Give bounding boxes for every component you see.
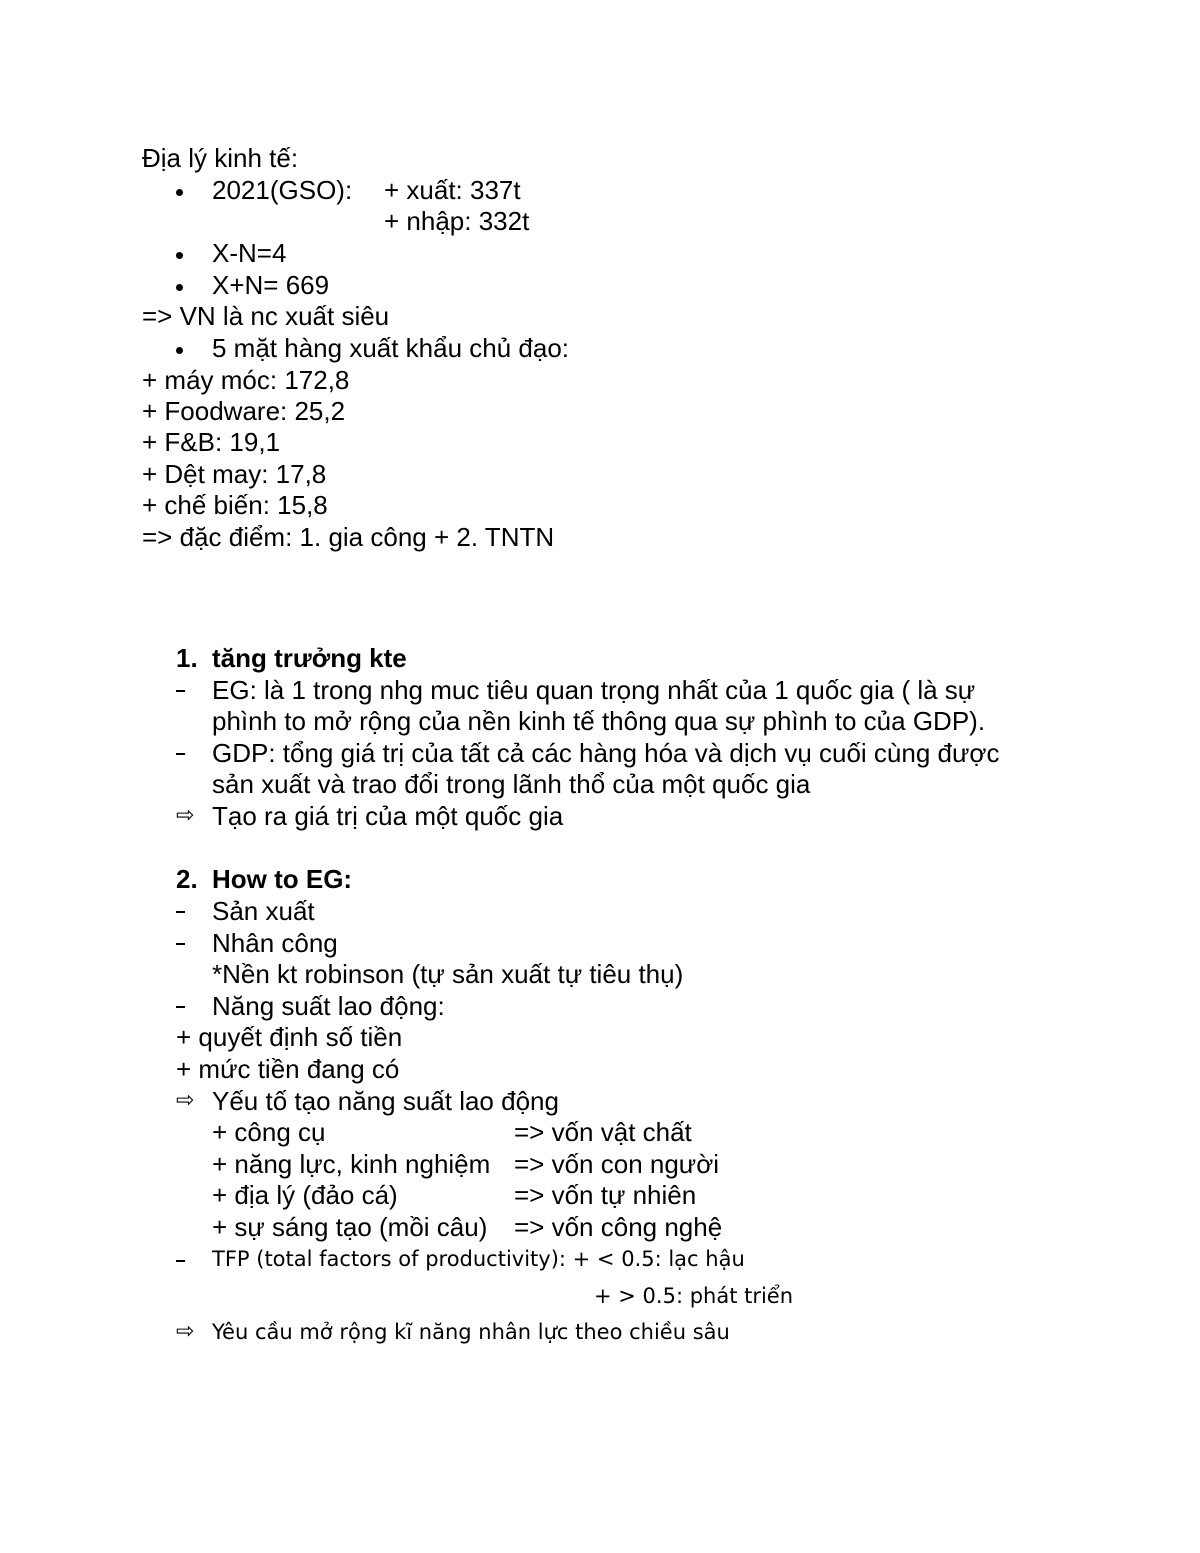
plus-item: + quyết định số tiền: [176, 1022, 403, 1052]
export-item: + Dệt may: 17,8: [142, 459, 327, 489]
tfp-line: TFP (total factors of productivity): + < 0.5: lạc hậu: [212, 1247, 745, 1271]
arrow-icon: ⇨: [176, 1087, 195, 1112]
arrow-conclusion: Yếu tố tạo năng suất lao động: [212, 1086, 559, 1116]
heading-number: 1.: [176, 643, 198, 673]
bullet-dot: [176, 347, 183, 354]
section-title: Địa lý kinh tế:: [142, 143, 299, 173]
dash-marker: [176, 911, 185, 913]
heading-how-to-eg: How to EG:: [212, 864, 353, 894]
arrow-conclusion: Yêu cầu mở rộng kĩ năng nhân lực theo chiều sâu: [212, 1320, 730, 1344]
arrow-icon: ⇨: [176, 1318, 195, 1343]
arrow-conclusion: Tạo ra giá trị của một quốc gia: [212, 801, 564, 831]
export-item: + Foodware: 25,2: [142, 396, 346, 426]
export-item: + chế biến: 15,8: [142, 490, 328, 520]
dash-marker: [176, 753, 185, 755]
factor-left: + năng lực, kinh nghiệm: [212, 1149, 491, 1179]
factor-left: + sự sáng tạo (mồi câu): [212, 1212, 488, 1242]
import-value: + nhập: 332t: [384, 206, 530, 236]
dash-marker: [176, 1006, 185, 1008]
factor-right: => vốn công nghệ: [514, 1212, 723, 1242]
robinson-note: *Nền kt robinson (tự sản xuất tự tiêu thụ): [212, 959, 684, 989]
bullet-x-plus-n: X+N= 669: [212, 270, 330, 300]
dash-marker: [176, 943, 185, 945]
export-item: + máy móc: 172,8: [142, 365, 350, 395]
dash-marker: [176, 690, 185, 692]
dash-item: Nhân công: [212, 928, 338, 958]
dash-item: Năng suất lao động:: [212, 991, 445, 1021]
factor-right: => vốn con người: [514, 1149, 720, 1179]
gdp-definition-line: sản xuất và trao đổi trong lãnh thổ của một quốc gia: [212, 769, 811, 799]
factor-left: + công cụ: [212, 1117, 326, 1147]
conclusion-line: => VN là nc xuất siêu: [142, 301, 390, 331]
heading-growth: tăng trưởng kte: [212, 643, 407, 673]
gdp-definition-line: GDP: tổng giá trị của tất cả các hàng hóa và dịch vụ cuối cùng được: [212, 738, 1000, 768]
eg-definition-line: phình to mở rộng của nền kinh tế thông qua sự phình to của GDP).: [212, 706, 986, 736]
factor-right: => vốn vật chất: [514, 1117, 692, 1147]
bullet-export-goods: 5 mặt hàng xuất khẩu chủ đạo:: [212, 333, 570, 363]
factor-right: => vốn tự nhiên: [514, 1180, 697, 1210]
dash-marker: [176, 1260, 185, 1262]
eg-definition-line: EG: là 1 trong nhg muc tiêu quan trọng nhất của 1 quốc gia ( là sự: [212, 675, 976, 705]
factor-left: + địa lý (đảo cá): [212, 1180, 398, 1210]
conclusion-line: => đặc điểm: 1. gia công + 2. TNTN: [142, 522, 555, 552]
bullet-dot: [176, 252, 183, 259]
heading-number: 2.: [176, 864, 198, 894]
export-value: + xuất: 337t: [384, 175, 521, 205]
dash-item: Sản xuất: [212, 896, 315, 926]
bullet-dot: [176, 284, 183, 291]
bullet-x-minus-n: X-N=4: [212, 238, 287, 268]
plus-item: + mức tiền đang có: [176, 1054, 400, 1084]
bullet-dot: [176, 189, 183, 196]
export-item: + F&B: 19,1: [142, 427, 281, 457]
arrow-icon: ⇨: [176, 802, 195, 827]
bullet-2021-gso: 2021(GSO):: [212, 175, 353, 205]
tfp-line: + > 0.5: phát triển: [594, 1284, 794, 1308]
